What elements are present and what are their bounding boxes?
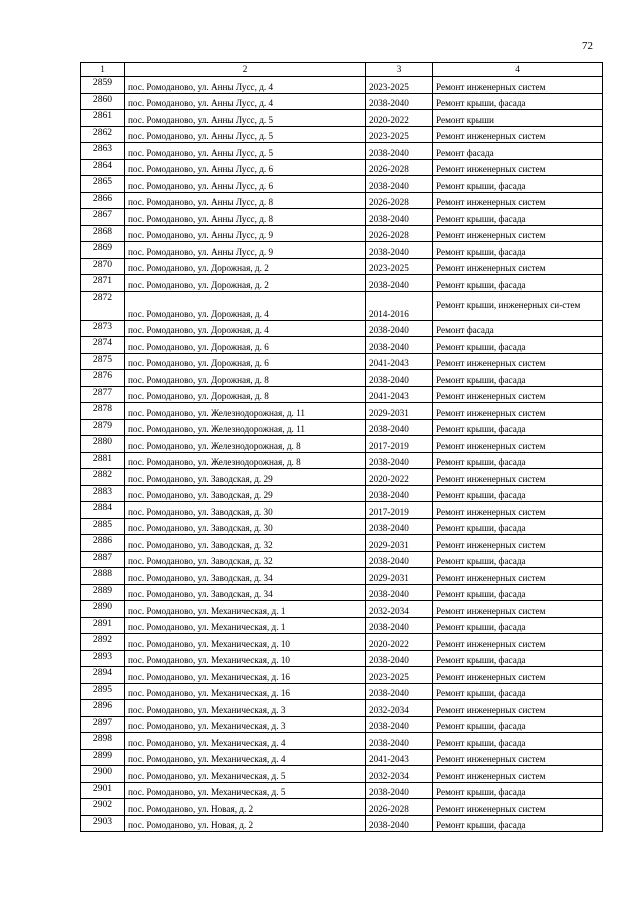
table-row — [81, 452, 603, 469]
table-row — [81, 93, 603, 110]
address-cell: пос. Ромоданово, ул. Механическая, д. 3 — [125, 700, 366, 717]
period-cell: 2032-2034 — [366, 700, 433, 717]
work-type-cell: Ремонт крыши — [433, 110, 603, 127]
address-cell: пос. Ромоданово, ул. Анны Лусс, д. 9 — [125, 225, 366, 242]
period-cell: 2023-2025 — [366, 126, 433, 143]
row-number: 2870 — [81, 258, 125, 275]
row-number: 2892 — [81, 634, 125, 651]
work-type-cell: Ремонт инженерных систем — [433, 386, 603, 403]
repair-schedule-table — [80, 62, 603, 832]
row-number: 2890 — [81, 601, 125, 618]
table-row — [81, 126, 603, 143]
table-row — [81, 568, 603, 585]
table-row — [81, 337, 603, 354]
period-cell: 2041-2043 — [366, 386, 433, 403]
work-type-cell: Ремонт инженерных систем — [433, 353, 603, 370]
row-number: 2875 — [81, 353, 125, 370]
row-number: 2888 — [81, 568, 125, 585]
work-type-cell: Ремонт инженерных систем — [433, 192, 603, 209]
table-row — [81, 601, 603, 618]
period-cell: 2026-2028 — [366, 159, 433, 176]
row-number: 2886 — [81, 535, 125, 552]
table-row — [81, 551, 603, 568]
table-row — [81, 403, 603, 420]
row-number: 2863 — [81, 143, 125, 160]
address-cell: пос. Ромоданово, ул. Заводская, д. 30 — [125, 518, 366, 535]
column-header-4: 4 — [433, 63, 603, 77]
table-row — [81, 749, 603, 766]
period-cell: 2038-2040 — [366, 733, 433, 750]
row-number: 2877 — [81, 386, 125, 403]
period-cell: 2038-2040 — [366, 683, 433, 700]
period-cell: 2038-2040 — [366, 650, 433, 667]
row-number: 2893 — [81, 650, 125, 667]
table-row — [81, 386, 603, 403]
row-number: 2864 — [81, 159, 125, 176]
address-cell: пос. Ромоданово, ул. Заводская, д. 34 — [125, 584, 366, 601]
work-type-cell: Ремонт крыши, фасада — [433, 337, 603, 354]
table-row — [81, 225, 603, 242]
row-number: 2889 — [81, 584, 125, 601]
table-body — [81, 77, 603, 832]
work-type-cell: Ремонт инженерных систем — [433, 436, 603, 453]
address-cell: пос. Ромоданово, ул. Заводская, д. 34 — [125, 568, 366, 585]
work-type-cell: Ремонт крыши, фасада — [433, 176, 603, 193]
table-row — [81, 258, 603, 275]
address-cell: пос. Ромоданово, ул. Механическая, д. 3 — [125, 716, 366, 733]
address-cell: пос. Ромоданово, ул. Дорожная, д. 4 — [125, 320, 366, 337]
work-type-cell: Ремонт крыши, фасада — [433, 209, 603, 226]
work-type-cell: Ремонт инженерных систем — [433, 159, 603, 176]
address-cell: пос. Ромоданово, ул. Заводская, д. 29 — [125, 485, 366, 502]
row-number: 2900 — [81, 766, 125, 783]
table-row — [81, 419, 603, 436]
period-cell: 2032-2034 — [366, 766, 433, 783]
address-cell: пос. Ромоданово, ул. Дорожная, д. 8 — [125, 386, 366, 403]
row-number: 2879 — [81, 419, 125, 436]
address-cell: пос. Ромоданово, ул. Новая, д. 2 — [125, 815, 366, 832]
work-type-cell: Ремонт крыши, инженерных си-стем — [433, 291, 603, 320]
address-cell: пос. Ромоданово, ул. Механическая, д. 1 — [125, 617, 366, 634]
work-type-cell: Ремонт инженерных систем — [433, 403, 603, 420]
address-cell: пос. Ромоданово, ул. Железнодорожная, д. 11 — [125, 403, 366, 420]
address-cell: пос. Ромоданово, ул. Механическая, д. 5 — [125, 766, 366, 783]
row-number: 2897 — [81, 716, 125, 733]
work-type-cell: Ремонт крыши, фасада — [433, 518, 603, 535]
period-cell: 2038-2040 — [366, 617, 433, 634]
period-cell: 2038-2040 — [366, 320, 433, 337]
address-cell: пос. Ромоданово, ул. Дорожная, д. 4 — [125, 291, 366, 320]
period-cell: 2038-2040 — [366, 485, 433, 502]
table-row — [81, 667, 603, 684]
work-type-cell: Ремонт крыши, фасада — [433, 452, 603, 469]
address-cell: пос. Ромоданово, ул. Механическая, д. 5 — [125, 782, 366, 799]
table-row — [81, 650, 603, 667]
address-cell: пос. Ромоданово, ул. Анны Лусс, д. 8 — [125, 209, 366, 226]
row-number: 2880 — [81, 436, 125, 453]
address-cell: пос. Ромоданово, ул. Механическая, д. 4 — [125, 749, 366, 766]
table-row — [81, 733, 603, 750]
row-number: 2859 — [81, 77, 125, 94]
work-type-cell: Ремонт инженерных систем — [433, 258, 603, 275]
row-number: 2882 — [81, 469, 125, 486]
address-cell: пос. Ромоданово, ул. Анны Лусс, д. 5 — [125, 126, 366, 143]
table-row — [81, 353, 603, 370]
period-cell: 2038-2040 — [366, 815, 433, 832]
period-cell: 2026-2028 — [366, 192, 433, 209]
period-cell: 2026-2028 — [366, 225, 433, 242]
address-cell: пос. Ромоданово, ул. Механическая, д. 4 — [125, 733, 366, 750]
period-cell: 2029-2031 — [366, 568, 433, 585]
work-type-cell: Ремонт инженерных систем — [433, 502, 603, 519]
period-cell: 2038-2040 — [366, 551, 433, 568]
work-type-cell: Ремонт крыши, фасада — [433, 93, 603, 110]
work-type-cell: Ремонт инженерных систем — [433, 469, 603, 486]
address-cell: пос. Ромоданово, ул. Заводская, д. 32 — [125, 551, 366, 568]
work-type-cell: Ремонт крыши, фасада — [433, 551, 603, 568]
address-cell: пос. Ромоданово, ул. Анны Лусс, д. 5 — [125, 143, 366, 160]
address-cell: пос. Ромоданово, ул. Механическая, д. 16 — [125, 667, 366, 684]
table-row — [81, 815, 603, 832]
work-type-cell: Ремонт инженерных систем — [433, 535, 603, 552]
address-cell: пос. Ромоданово, ул. Анны Лусс, д. 4 — [125, 77, 366, 94]
address-cell: пос. Ромоданово, ул. Анны Лусс, д. 8 — [125, 192, 366, 209]
address-cell: пос. Ромоданово, ул. Железнодорожная, д. 8 — [125, 436, 366, 453]
table-row — [81, 176, 603, 193]
period-cell: 2038-2040 — [366, 584, 433, 601]
period-cell: 2038-2040 — [366, 275, 433, 292]
period-cell: 2020-2022 — [366, 634, 433, 651]
table-row — [81, 683, 603, 700]
address-cell: пос. Ромоданово, ул. Дорожная, д. 2 — [125, 258, 366, 275]
period-cell: 2038-2040 — [366, 452, 433, 469]
address-cell: пос. Ромоданово, ул. Анны Лусс, д. 6 — [125, 176, 366, 193]
address-cell: пос. Ромоданово, ул. Механическая, д. 10 — [125, 650, 366, 667]
table-row — [81, 436, 603, 453]
table-row — [81, 242, 603, 259]
row-number: 2860 — [81, 93, 125, 110]
period-cell: 2017-2019 — [366, 502, 433, 519]
table-row — [81, 110, 603, 127]
work-type-cell: Ремонт крыши, фасада — [433, 617, 603, 634]
row-number: 2894 — [81, 667, 125, 684]
work-type-cell: Ремонт крыши, фасада — [433, 815, 603, 832]
work-type-cell: Ремонт инженерных систем — [433, 601, 603, 618]
column-header-2: 2 — [125, 63, 366, 77]
period-cell: 2038-2040 — [366, 143, 433, 160]
row-number: 2881 — [81, 452, 125, 469]
address-cell: пос. Ромоданово, ул. Железнодорожная, д. 11 — [125, 419, 366, 436]
table-row — [81, 209, 603, 226]
work-type-cell: Ремонт крыши, фасада — [433, 683, 603, 700]
table-header — [81, 63, 603, 77]
work-type-cell: Ремонт крыши, фасада — [433, 733, 603, 750]
period-cell: 2017-2019 — [366, 436, 433, 453]
address-cell: пос. Ромоданово, ул. Железнодорожная, д. 8 — [125, 452, 366, 469]
table-row — [81, 469, 603, 486]
table-row — [81, 502, 603, 519]
period-cell: 2038-2040 — [366, 419, 433, 436]
row-number: 2867 — [81, 209, 125, 226]
address-cell: пос. Ромоданово, ул. Дорожная, д. 8 — [125, 370, 366, 387]
period-cell: 2038-2040 — [366, 242, 433, 259]
row-number: 2899 — [81, 749, 125, 766]
period-cell: 2038-2040 — [366, 716, 433, 733]
table-row — [81, 766, 603, 783]
table-row — [81, 782, 603, 799]
work-type-cell: Ремонт крыши, фасада — [433, 242, 603, 259]
address-cell: пос. Ромоданово, ул. Анны Лусс, д. 4 — [125, 93, 366, 110]
row-number: 2901 — [81, 782, 125, 799]
period-cell: 2038-2040 — [366, 370, 433, 387]
table-row — [81, 584, 603, 601]
address-cell: пос. Ромоданово, ул. Дорожная, д. 6 — [125, 337, 366, 354]
row-number: 2876 — [81, 370, 125, 387]
address-cell: пос. Ромоданово, ул. Дорожная, д. 6 — [125, 353, 366, 370]
row-number: 2885 — [81, 518, 125, 535]
row-number: 2891 — [81, 617, 125, 634]
table-row — [81, 370, 603, 387]
table-row — [81, 518, 603, 535]
address-cell: пос. Ромоданово, ул. Заводская, д. 29 — [125, 469, 366, 486]
work-type-cell: Ремонт инженерных систем — [433, 126, 603, 143]
row-number: 2887 — [81, 551, 125, 568]
address-cell: пос. Ромоданово, ул. Новая, д. 2 — [125, 799, 366, 816]
work-type-cell: Ремонт крыши, фасада — [433, 485, 603, 502]
work-type-cell: Ремонт крыши, фасада — [433, 716, 603, 733]
table-row — [81, 275, 603, 292]
work-type-cell: Ремонт крыши, фасада — [433, 419, 603, 436]
row-number: 2871 — [81, 275, 125, 292]
row-number: 2883 — [81, 485, 125, 502]
row-number: 2866 — [81, 192, 125, 209]
period-cell: 2023-2025 — [366, 77, 433, 94]
period-cell: 2020-2022 — [366, 110, 433, 127]
row-number: 2873 — [81, 320, 125, 337]
row-number: 2878 — [81, 403, 125, 420]
address-cell: пос. Ромоданово, ул. Анны Лусс, д. 5 — [125, 110, 366, 127]
table-row — [81, 799, 603, 816]
period-cell: 2041-2043 — [366, 353, 433, 370]
address-cell: пос. Ромоданово, ул. Механическая, д. 1 — [125, 601, 366, 618]
address-cell: пос. Ромоданово, ул. Дорожная, д. 2 — [125, 275, 366, 292]
table-row — [81, 634, 603, 651]
column-header-3: 3 — [366, 63, 433, 77]
page-number: 72 — [582, 40, 593, 52]
table-row — [81, 716, 603, 733]
work-type-cell: Ремонт инженерных систем — [433, 568, 603, 585]
table-row — [81, 291, 603, 320]
table-row — [81, 143, 603, 160]
period-cell: 2038-2040 — [366, 518, 433, 535]
address-cell: пос. Ромоданово, ул. Анны Лусс, д. 9 — [125, 242, 366, 259]
work-type-cell: Ремонт инженерных систем — [433, 766, 603, 783]
work-type-cell: Ремонт инженерных систем — [433, 634, 603, 651]
work-type-cell: Ремонт инженерных систем — [433, 77, 603, 94]
row-number: 2895 — [81, 683, 125, 700]
table-row — [81, 192, 603, 209]
period-cell: 2038-2040 — [366, 337, 433, 354]
work-type-cell: Ремонт крыши, фасада — [433, 650, 603, 667]
row-number: 2903 — [81, 815, 125, 832]
row-number: 2884 — [81, 502, 125, 519]
period-cell: 2038-2040 — [366, 782, 433, 799]
period-cell: 2029-2031 — [366, 403, 433, 420]
row-number: 2898 — [81, 733, 125, 750]
address-cell: пос. Ромоданово, ул. Анны Лусс, д. 6 — [125, 159, 366, 176]
column-number-row — [81, 63, 603, 77]
work-type-cell: Ремонт инженерных систем — [433, 225, 603, 242]
period-cell: 2032-2034 — [366, 601, 433, 618]
row-number: 2874 — [81, 337, 125, 354]
address-cell: пос. Ромоданово, ул. Заводская, д. 32 — [125, 535, 366, 552]
row-number: 2902 — [81, 799, 125, 816]
work-type-cell: Ремонт инженерных систем — [433, 749, 603, 766]
work-type-cell: Ремонт крыши, фасада — [433, 275, 603, 292]
table-row — [81, 159, 603, 176]
period-cell: 2020-2022 — [366, 469, 433, 486]
row-number: 2862 — [81, 126, 125, 143]
period-cell: 2023-2025 — [366, 667, 433, 684]
column-header-1: 1 — [81, 63, 125, 77]
period-cell: 2023-2025 — [366, 258, 433, 275]
address-cell: пос. Ромоданово, ул. Механическая, д. 10 — [125, 634, 366, 651]
table-row — [81, 617, 603, 634]
row-number: 2868 — [81, 225, 125, 242]
period-cell: 2041-2043 — [366, 749, 433, 766]
row-number: 2865 — [81, 176, 125, 193]
row-number: 2869 — [81, 242, 125, 259]
work-type-cell: Ремонт инженерных систем — [433, 700, 603, 717]
period-cell: 2014-2016 — [366, 291, 433, 320]
table-row — [81, 535, 603, 552]
period-cell: 2038-2040 — [366, 93, 433, 110]
row-number: 2861 — [81, 110, 125, 127]
work-type-cell: Ремонт крыши, фасада — [433, 782, 603, 799]
table-row — [81, 485, 603, 502]
period-cell: 2026-2028 — [366, 799, 433, 816]
period-cell: 2038-2040 — [366, 176, 433, 193]
address-cell: пос. Ромоданово, ул. Заводская, д. 30 — [125, 502, 366, 519]
period-cell: 2038-2040 — [366, 209, 433, 226]
row-number: 2896 — [81, 700, 125, 717]
work-type-cell: Ремонт фасада — [433, 143, 603, 160]
table-row — [81, 320, 603, 337]
table-row — [81, 700, 603, 717]
period-cell: 2029-2031 — [366, 535, 433, 552]
row-number: 2872 — [81, 291, 125, 320]
work-type-cell: Ремонт инженерных систем — [433, 799, 603, 816]
table-row — [81, 77, 603, 94]
work-type-cell: Ремонт крыши, фасада — [433, 584, 603, 601]
address-cell: пос. Ромоданово, ул. Механическая, д. 16 — [125, 683, 366, 700]
work-type-cell: Ремонт крыши, фасада — [433, 370, 603, 387]
work-type-cell: Ремонт фасада — [433, 320, 603, 337]
work-type-cell: Ремонт инженерных систем — [433, 667, 603, 684]
